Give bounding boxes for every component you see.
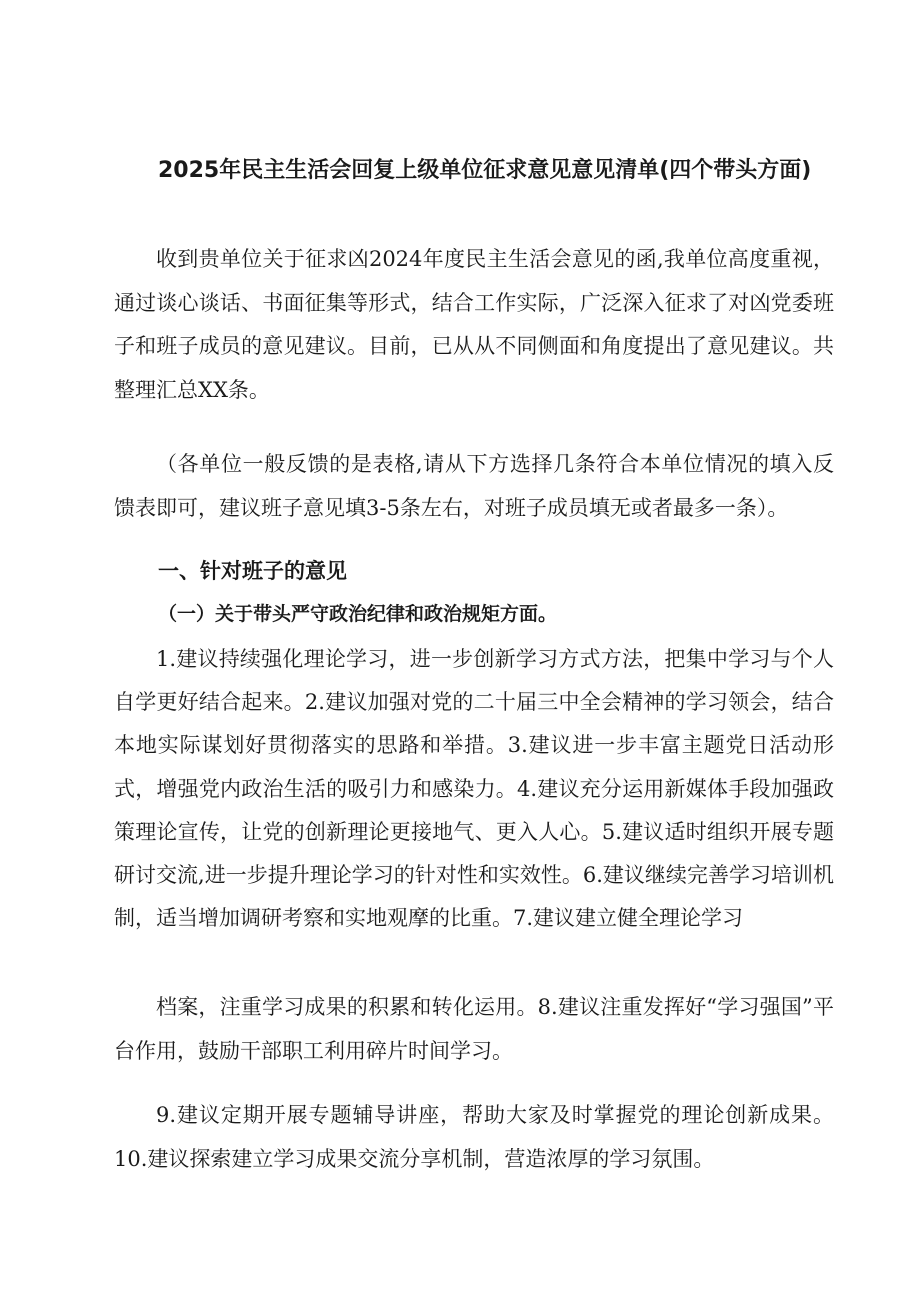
subsection-heading: （一）关于带头严守政治纪律和政治规矩方面。 [158,603,558,625]
note-paragraph: （各单位一般反馈的是表格,请从下方选择几条符合本单位情况的填入反馈表即可，建议班子意见填3-5条左右，对班子成员填无或者最多一条）。 [114,452,834,520]
suggestions-paragraph-2: 档案，注重学习成果的积累和转化运用。8.建议注重发挥好“学习强国”平台作用，鼓励干部职工利用碎片时间学习。 [114,995,834,1063]
document-title: 2025年民主生活会回复上级单位征求意见意见清单(四个带头方面) [158,158,812,183]
suggestions-paragraph-1: 1.建议持续强化理论学习，进一步创新学习方式方法，把集中学习与个人自学更好结合起来。2.建议加强对党的二十届三中全会精神的学习领会，结合本地实际谋划好贯彻落实的思路和举措。3.建议进一步丰富主题党日活动形式，增强党内政治生活的吸引力和感染力。4.建议充分运用新媒体手段加强政策理论宣传，让党的创新理论更接地气、更入人心。5.建议适时组织开展专题研讨交流,进一步提升理论学习的针对性和实效性。6.建议继续完善学习培训机制，适当增加调研考察和实地观摩的比重。7.建议建立健全理论学习 [114,647,834,931]
suggestions-paragraph-3: 9.建议定期开展专题辅导讲座，帮助大家及时掌握党的理论创新成果。10.建议探索建立学习成果交流分享机制，营造浓厚的学习氛围。 [114,1103,834,1171]
section-heading: 一、针对班子的意见 [158,559,347,583]
intro-paragraph: 收到贵单位关于征求凶2024年度民主生活会意见的函,我单位高度重视，通过谈心谈话、书面征集等形式，结合工作实际，广泛深入征求了对凶党委班子和班子成员的意见建议。目前，已从从不同侧面和角度提出了意见建议。共整理汇总XX条。 [114,247,834,402]
